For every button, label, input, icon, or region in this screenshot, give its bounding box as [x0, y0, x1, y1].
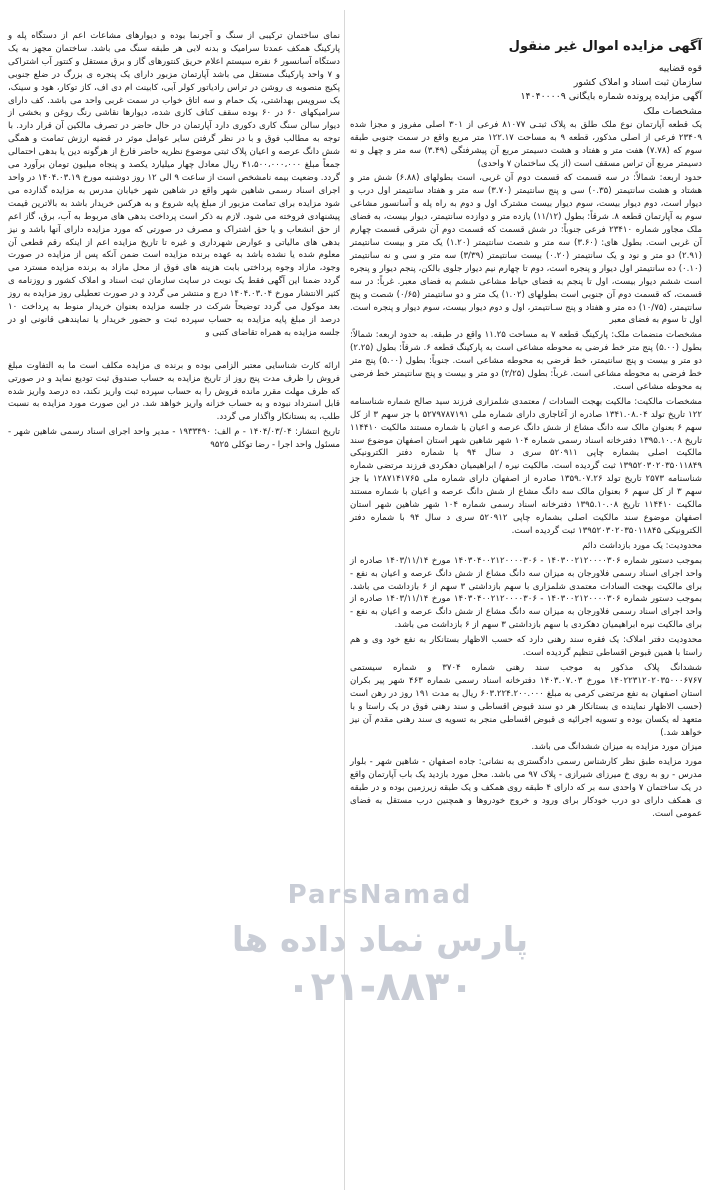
auction-share: میزان مورد مزایده به میزان ششدانگ می باشد. — [531, 742, 702, 753]
issuer-judiciary: قوه قضاییه — [658, 63, 702, 74]
case-number: آگهی مزایده پرونده شماره بایگانی ۱۴۰۴۰۰۰۰۹ — [520, 91, 702, 103]
seizure-orders: بموجب دستور شماره ۱۴۰۳۰۰۲۱۲۰۰۰۰۳۰۶ - ۱۴۰۳۰۴۰۰۲۱۲۰۰۰۰۳۰۶ مورخ ۱۴۰۳/۱۱/۱۴ صادره از واحد اجرای اسناد رسمی فلاورجان به میزان سه دانگ مشاع از شش دانگ عرصه و اعیان به نفع - برای مالکیت بهجت السادات معتمدی شلمزاری با سهم بازداشتی ۳ سهم از ۶ بازداشت می باشد. بموجب دستور شماره ۱۴۰۳۰۰۲۱۲۰۰۰۰۳۰۶ - ۱۴۰۳۰۴۰۰۲۱۲۰۰۰۰۳۰۶ مورخ ۱۴۰۳/۱۱/۱۴ صادره از واحد اجرای اسناد رسمی فلاورجان به میزان سه دانگ مشاع از شش دانگ عرصه و اعیان به نفع - برای مالکیت نیره ابراهیمیان دهکردی با سهم بازداشتی ۳ سهم از ۶ بازداشت می باشد. — [350, 555, 702, 631]
building-description-and-terms: نمای ساختمان ترکیبی از سنگ و آجرنما بوده و دیوارهای مشاعات اعم از دستگاه پله و پارکینگ همکف عمدتا سرامیک و بدنه لابی هر طبقه سنگ می باشد. ساختمان مجهز به یک دستگاه آسانسور ۶ نفره سیستم اعلام حریق کنتورهای گاز و برق مستقل و کنتور آب اشتراکی و ۷ واحد پارکینگ مستقل می باشد آپارتمان مزبور دارای یک پنجره ی بزرگ در ضلع جنوبی پکیج منصوبه ی روشن در تراس رادیاتور کولر آبی، کابینت ام دی اف، کاز توکار، هود و سینک، یک سرویس بهداشتی، یک حمام و سه اتاق خواب در سمت غربی واحد می باشد. کف دارای سرامیکهای ۶۰ در ۶۰ بوده سقف کناف کاری شده، دیوارها نقاشی رنگ روغن و بخشی از دیوار سالن سنگ کاری دکوری دارد آپارتمان در حال حاضر در تصرف مالکین آن قرار دارد. با توجه به مطالب فوق و با در نظر گرفتن سایر عوامل موثر در قضیه ارزش تمامت و همگی شش دانگ عرصه و اعیان پلاک ثبتی موضوع نظریه حاضر فارغ از هرگونه دین یا بدهی احتمالی جمعاً مبلغ ۴۱،۵۰۰،۰۰۰،۰۰۰ ریال معادل چهار میلیارد یکصد و پنجاه میلیون تومان برآورد می گردد. وضعیت بیمه نامشخص است از ساعت ۹ الی ۱۲ روز دوشنبه مورخ ۱۴۰۴.۰۳.۱۹ در واحد اجرای اسناد رسمی شاهین شهر واقع در شاهین شهر خیابان مدرس به مزایده گذارده می شود مزایده برای تمامت مزبور از مبلغ پایه شروع و به هرکس خریدار باشد به بالاترین قیمت پیشنهادی فروخته می شود. لازم به ذکر است پرداخت بدهی های مربوط به آب، برق، گاز اعم از حق انشعاب و یا حق اشتراک و مصرف در صورتی که مورد مزایده دارای آنها باشد و نیز بدهی های مالیاتی و عوارض شهرداری و غیره تا تاریخ مزایده اعم از اینکه رقم قطعی آن معلوم شده یا نشده باشد به عهده برنده مزایده است ضمن آنکه پس از مزایده در صورت وجود، مازاد وجوه پرداختی بابت هزینه های فوق از محل مازاد به برنده مزایده مسترد می گردد ضمنا این آگهی فقط یک نوبت در سایت سازمان ثبت اسناد و املاک کشور و روزنامه ی کثیر الانتشار مورخ ۱۴۰۴.۰۳.۰۴ درج و منتشر می گردد و در صورت تعطیلی روز مزایده به روز بعد موکول می گردد توضیحاً شرکت در جلسه مزایده بعنوان خریدار منوط به پرداخت ۱۰ درصد از مبلغ پایه مزایده به حساب سپرده ثبت و حضور خریدار یا نمایندهی قانونی او در جلسه مزایده به همراه تقاضای کتبی و — [8, 31, 341, 338]
parking-boundaries: مشخصات منضمات ملک: پارکینگ قطعه ۷ به مساحت ۱۱.۲۵ واقع در طبقه. به حدود اربعه: شمالاً: بطول (۵.۰۰) پنج متر خط فرضی به محوطه مشاعی است به پارکینگ قطعه ۶. شرقاً: بطول (۲.۲۵) دو متر و بیست و پنج سانتیمتر، خط فرضی به محوطه مشاعی است. جنوباً: بطول (۵.۰۰) پنج متر خط فرضی به محوطه مشاعی است. غرباً: بطول (۲/۲۵) دو متر و بیست و پنج سانتیمتر خط فرضی به محوطه مشاعی است. — [350, 330, 703, 392]
paragraph-gap — [8, 342, 340, 360]
notice-title: آگهی مزایده اموال غیر منقول — [508, 39, 702, 54]
watermark-brand: ParsNamad — [287, 880, 473, 910]
restriction-heading: محدودیت: یک مورد بازداشت دائم — [582, 540, 702, 551]
notice-meta — [350, 62, 702, 119]
ownership-details: مشخصات مالکیت: مالکیت بهجت السادات / معتمدی شلمزاری فرزند سید صالح شماره شناسنامه ۱۲۲ تاریخ تولد ۱۳۴۱.۰۸.۰۴ صادره از آغاجاری دارای شماره ملی ۵۲۷۹۷۸۷۱۹۱ با جز سهم ۳ از کل سهم ۶ بعنوان مالک سه دانگ مشاع از شش دانگ عرصه و اعیان با شماره مستند مالکیت ۱۱۴۴۱۰ تاریخ ۱۳۹۵.۱۰.۰۸ دفترخانه اسناد رسمی شماره ۱۰۴ شهر شاهین شهر استان اصفهان موضوع سند مالکیت اصلی بشماره چاپی ۵۲۰۹۱۱ سری د سال ۹۴ با شماره دفتر الکترونیکی ۱۳۹۵۲۰۳۰۲۰۳۵۰۱۱۸۴۹ ثبت گردیده است. مالکیت نیره / ابراهیمیان دهکردی فرزند مرتضی شماره شناسنامه ۲۵۷۳ تاریخ تولد ۱۳۵۹.۰۷.۲۶ صادره از اصفهان دارای شماره ملی ۱۲۸۷۱۴۱۷۶۵ با جز سهم ۳ از کل سهم ۶ بعنوان مالک سه دانگ مشاع از شش دانگ عرصه و اعیان با شماره مستند مالکیت ۱۱۴۴۱۰ تاریخ ۱۳۹۵.۱۰.۰۸ دفترخانه اسناد رسمی شماره ۱۰۴ شهر شاهین شهر استان اصفهان موضوع سند مالکیت اصلی بشماره چاپی ۵۲۰۹۱۲ سری د سال ۹۴ با شماره دفتر الکترونیکی ۱۳۹۵۲۰۳۰۲۰۳۵۰۱۱۸۴۵ ثبت گردیده است. — [350, 396, 702, 536]
publication-signature: تاریخ انتشار: ۱۴۰۴/۰۳/۰۴ - م الف: ۱۹۳۳۴۹۰ - مدیر واحد اجرای اسناد رسمی شاهین شهر - مسئول واحد اجرا - رضا توکلی ۹۵۲۵ — [8, 427, 341, 451]
watermark-phone: ۰۲۱-۸۸۳۰ — [286, 964, 474, 1010]
expert-opinion-address: مورد مزایده طبق نظر کارشناس رسمی دادگستری به نشانی: جاده اصفهان - شاهین شهر - بلوار مدرس - رو به روی خ میرزای شیرازی - پلاک ۹۷ می باشد. محل مورد بازدید یک باب آپارتمان واقع در یک ساختمان ۷ واحدی سه بر که دارای ۴ طبقه روی همکف و یک طبقه زیرزمین بوده و در طبقه ی همکف دارای دو درب خودکار برای ورود و خروج خودروها و همچنین درب مستقل به فضای عمومی است. — [350, 757, 702, 819]
publisher-watermark — [170, 880, 590, 1010]
issuer-organization: سازمان ثبت اسناد و املاک کشور — [573, 77, 702, 89]
property-spec-heading: مشخصات ملک — [643, 105, 702, 117]
notice-right-column — [350, 0, 702, 823]
property-description: یک قطعه آپارتمان نوع ملک طلق به پلاک ثبتـی ۸۱۰۷۷ فرعی از ۳۰۱ اصلی مفروز و مجزا شده ۲۳۴۰۹ فرعی از اصلی مذکور، قطعه ۹ به مساحت ۱۲۲.۱۷ متر مربع واقع در سمت جنوبی طبقه سوم که (۷.۷۸) هفت متر و هفتاد و هشت دسیمتر مربع آن پیشرفتگی (۳.۴۹) سه متر و چهل و نه دسیمتر مربع آن تراس مسقف است (از یک ساختمان ۷ واحدی) — [350, 119, 702, 169]
property-boundaries: حدود اربعه: شمالاً: در سه قسمت که قسمت دوم آن غربی، است بطولهای (۶.۸۸) شش متر و هشتاد و هشت سانتیمتر (۰.۳۵) سی و پنج سانتیمتر (۳.۷۰) سه متر و هفتاد سانتیمتر اول درب و دیوار است، دوم دیوار بیست، سوم دیوار بیست مشترک اول و دوم به راه پله و آسانسور مشاعی سوم به آپارتمان قطعه ۸. شرقاً: بطول (۱۱/۱۲) یازده متر و دوازده سانتیمتر، دیوار بیست، به فضای ملک مجاور شماره ۲۳۴۱۰ فرعی جنوباً: در شش قسمت که قسمت دوم آن شرقی قسمت چهارم آن غربی است. بطول های: (۳.۶۰) سه متر و شصت سانتیمتر (۱.۲۰) یک متر و بیست سانتیمتر (۲.۹۱) دو متر و نود و یک سانتیمتر (۰.۲۰) بیست سانتیمتر (۳/۳۹) سه متر و سی و نه سانتیمتر (۰.۱۰) ده سانتیمتر اول دیوار و پنجره است، دوم تا چهارم نیم دیوار جلوی بالکن، پنجم دیوار و پنجره است ششم دیوار بیست، اول تا پنجم به فضای حیاط مشاعی ششم به فضای معبر. غرباً: در سه قسمت، که قسمت دوم آن جنوبی است بطولهای (۱.۰۲) یک متر و دو سانتیمتر (۰/۶۵) شصت و پنج سانتیمتر، (۱۰/۷۵) ده متر و هفتاد و پنج سـانتیمتر، اول و دوم دیوار بیست، سوم دیوار و پنجره است. اول تا سوم به فضای معبر — [350, 173, 703, 326]
mortgage-details: ششدانگ پلاک مذکور به موجب سند رهنی شماره ۳۷۰۴ و شماره سیستمی ۱۴۰۲۲۳۱۲۰۲۰۳۵۰۰۰۶۷۶۷ مورخ ۱۴۰۳.۰۷.۰۳ دفترخانه اسناد رسمی شماره ۴۶۳ شهر پیر بکران استان اصفهان به نفع مرتضی کرمی به مبلغ ۶۰۳.۲۲۴.۲۰۰.۰۰۰ ریال به مدت ۱۹۱ روز در رهن است (حسب الاظهار نماینده ی بستانکار هر دو سند قبوض اقساطی و سند رهنی فوق در یک راستا و با متعهد له یکسان بوده و تسویه اجرائیه ی قبوض اقساطی منجر به تسویه ی سند رهنی مقدم آن نیز خواهد شد.) — [350, 662, 702, 738]
registry-restriction: محدودیت دفتر املاک: یک فقره سند رهنی دارد که حسب الاظهار بستانکار به نفع خود وی و هم راستا با همین قبوض اقساطی تنظیم گردیده است. — [350, 635, 702, 659]
watermark-persian: پارس نماد داده ها — [231, 920, 529, 960]
notice-left-column — [8, 0, 340, 454]
notice-body-right — [350, 119, 702, 821]
notice-body-left — [8, 30, 340, 452]
column-divider — [344, 10, 345, 1190]
payment-terms: ارائه کارت شناسایی معتبر الزامی بوده و برنده ی مزایده مکلف است ما به التفاوت مبلغ فروش را ظرف مدت پنج روز از تاریخ مزایده به حساب صندوق ثبت تودیع نماید و در صورتی که ظرف مهلت مقرر مانده فروش را به حساب سپرده ثبت واریز نکند، ده درصد واریز شده قابل استرداد نبوده و به حساب خزانه واریز خواهد شد. در این صورت مورد مزایده به نسبت طلب، به بستانکار واگذار می گردد. — [8, 360, 340, 423]
